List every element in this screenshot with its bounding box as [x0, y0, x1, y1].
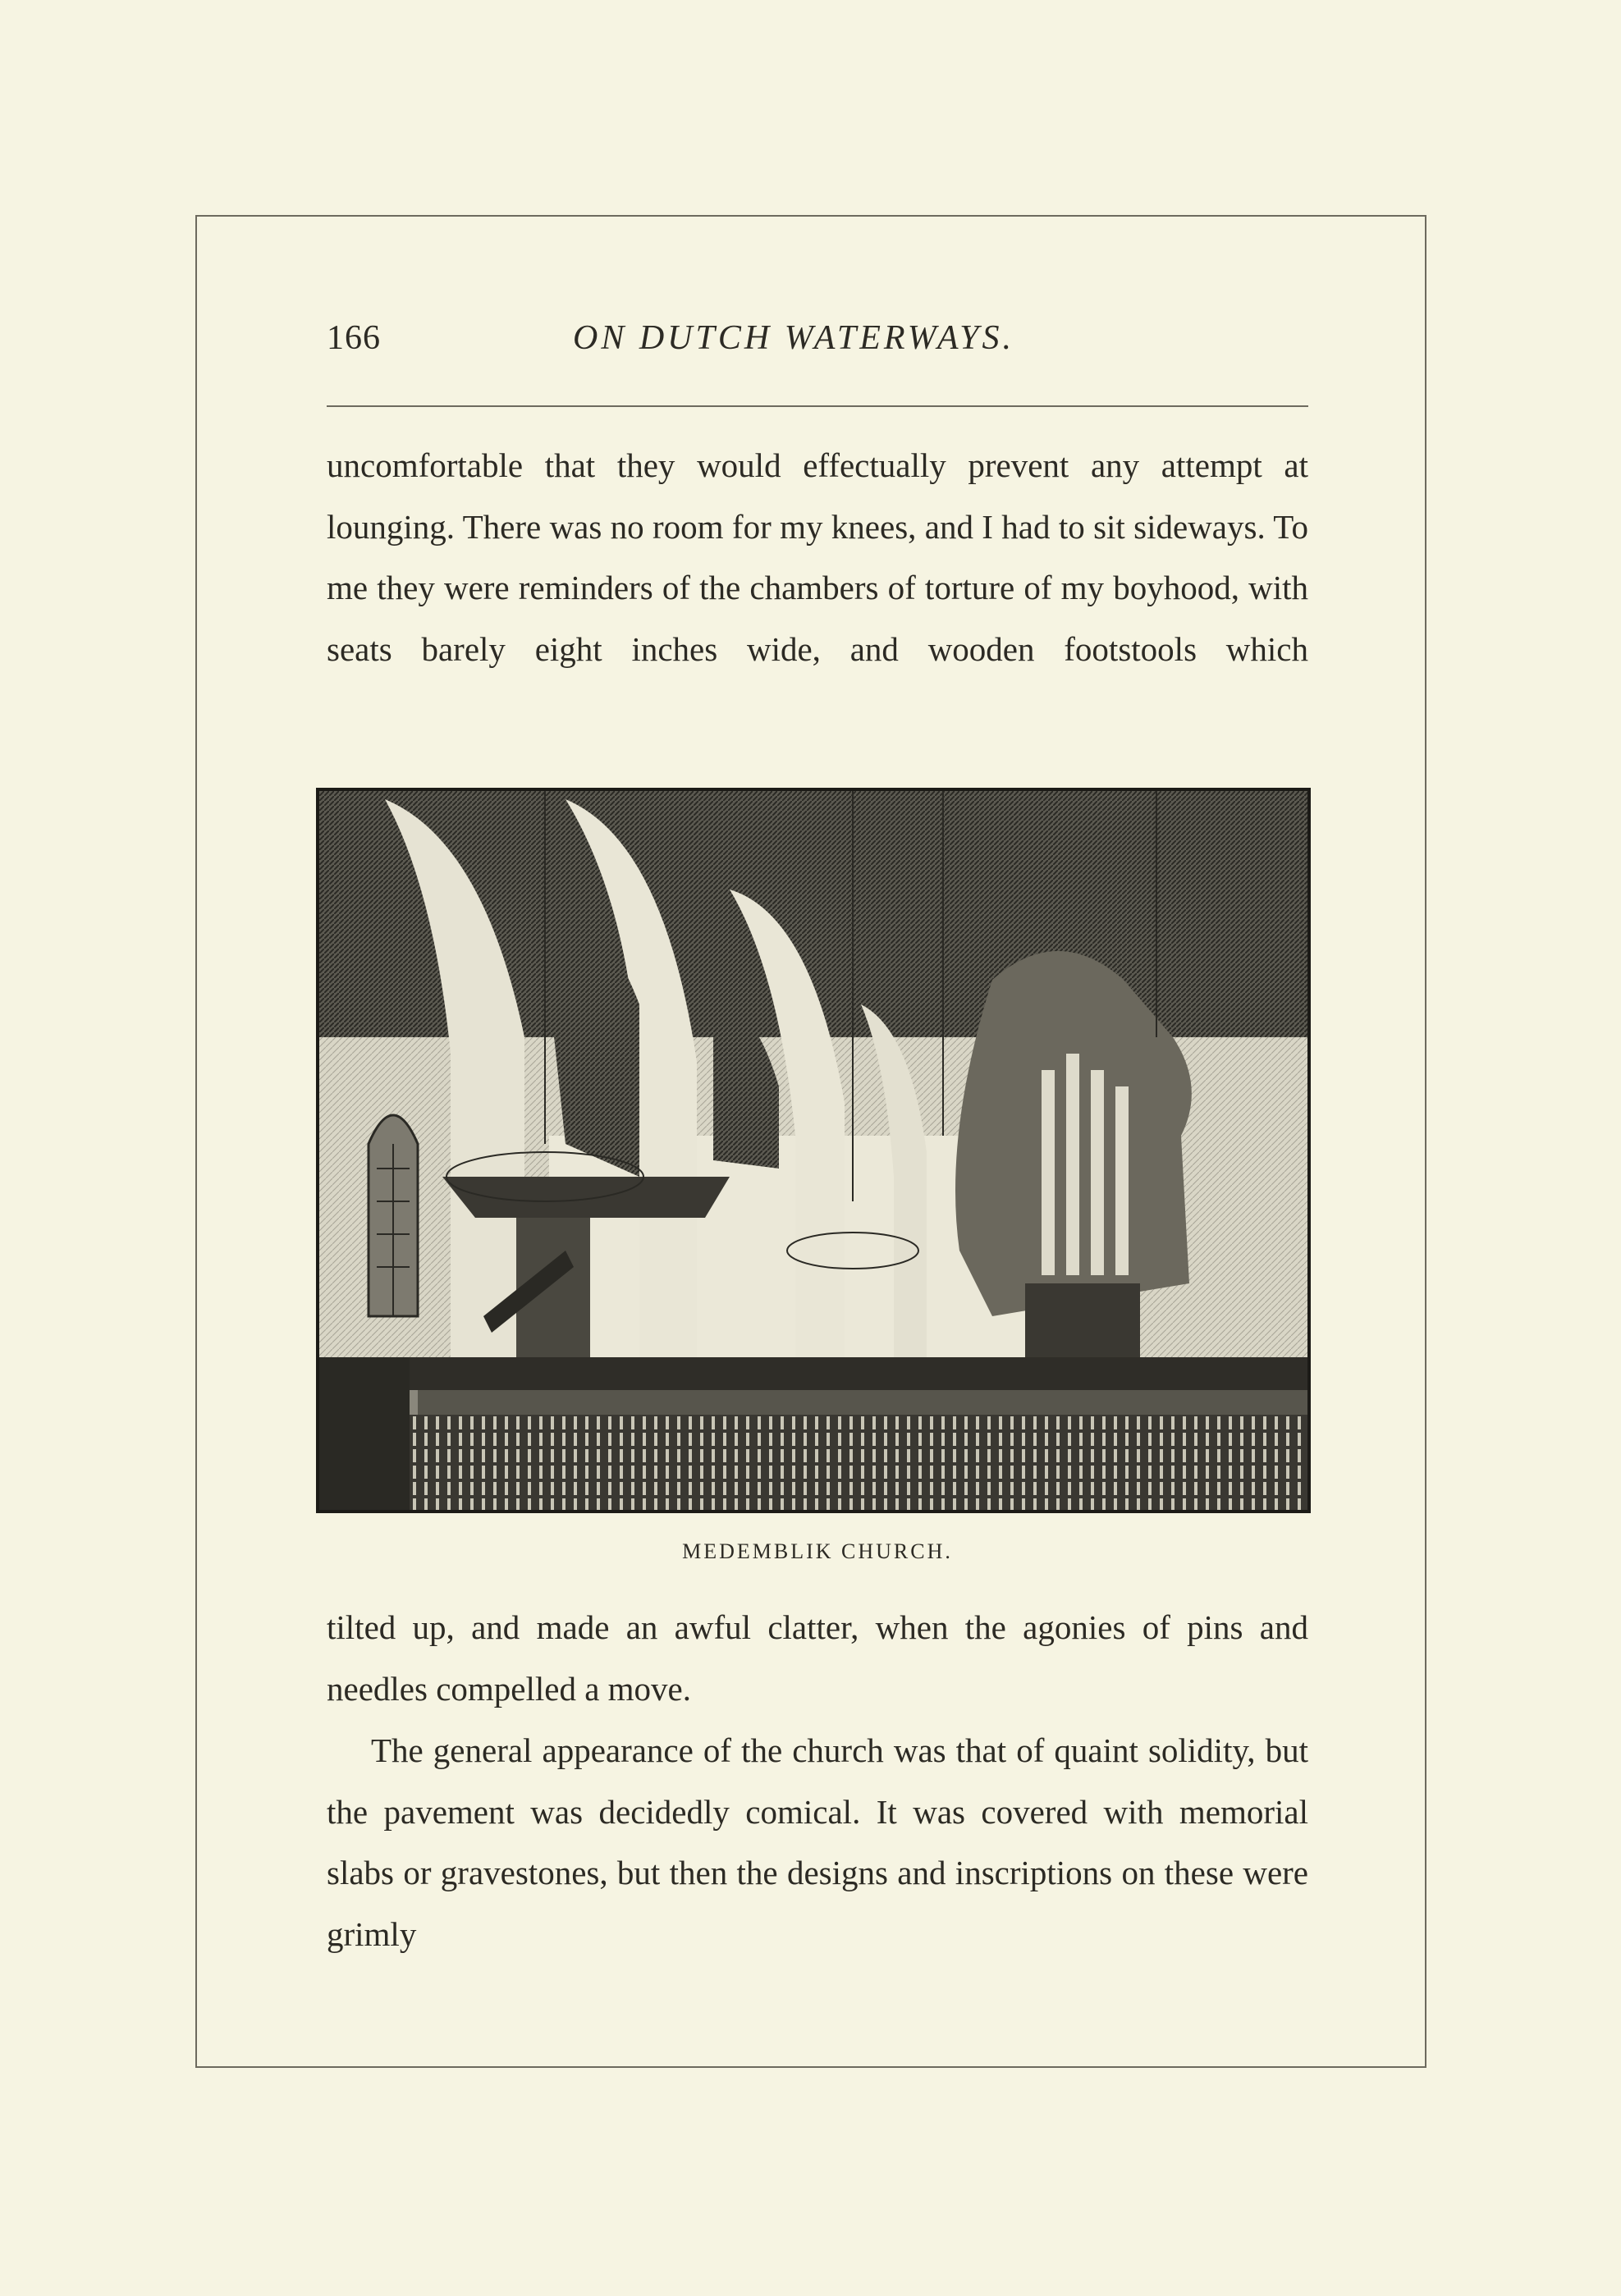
page-number: 166 [327, 319, 381, 357]
paragraph-middle: tilted up, and made an awful clatter, when the agonies of pins and needles compelled a move. [327, 1608, 1308, 1708]
figure-caption: MEDEMBLIK CHURCH. [682, 1539, 953, 1563]
medemblik-church-illustration [316, 788, 1311, 1513]
page-header [327, 318, 1308, 368]
running-title: ON DUTCH WATERWAYS. [573, 319, 1015, 357]
paragraph-bottom: The general appearance of the church was that of quaint solidity, but the pavement was decidedly comical. It was covered with memorial slabs or gravestones, but then the designs and inscriptions on these were grimly [327, 1731, 1308, 1953]
paragraph-top: uncomfortable that they would effectually prevent any attempt at lounging. There was no room for my knees, and I had to sit sideways. To me they were reminders of the chambers of torture of my boyhood, with seats barely eight inches wide, and wooden footstools which [327, 446, 1308, 668]
header-rule [327, 405, 1308, 407]
church-engraving [319, 791, 1307, 1510]
